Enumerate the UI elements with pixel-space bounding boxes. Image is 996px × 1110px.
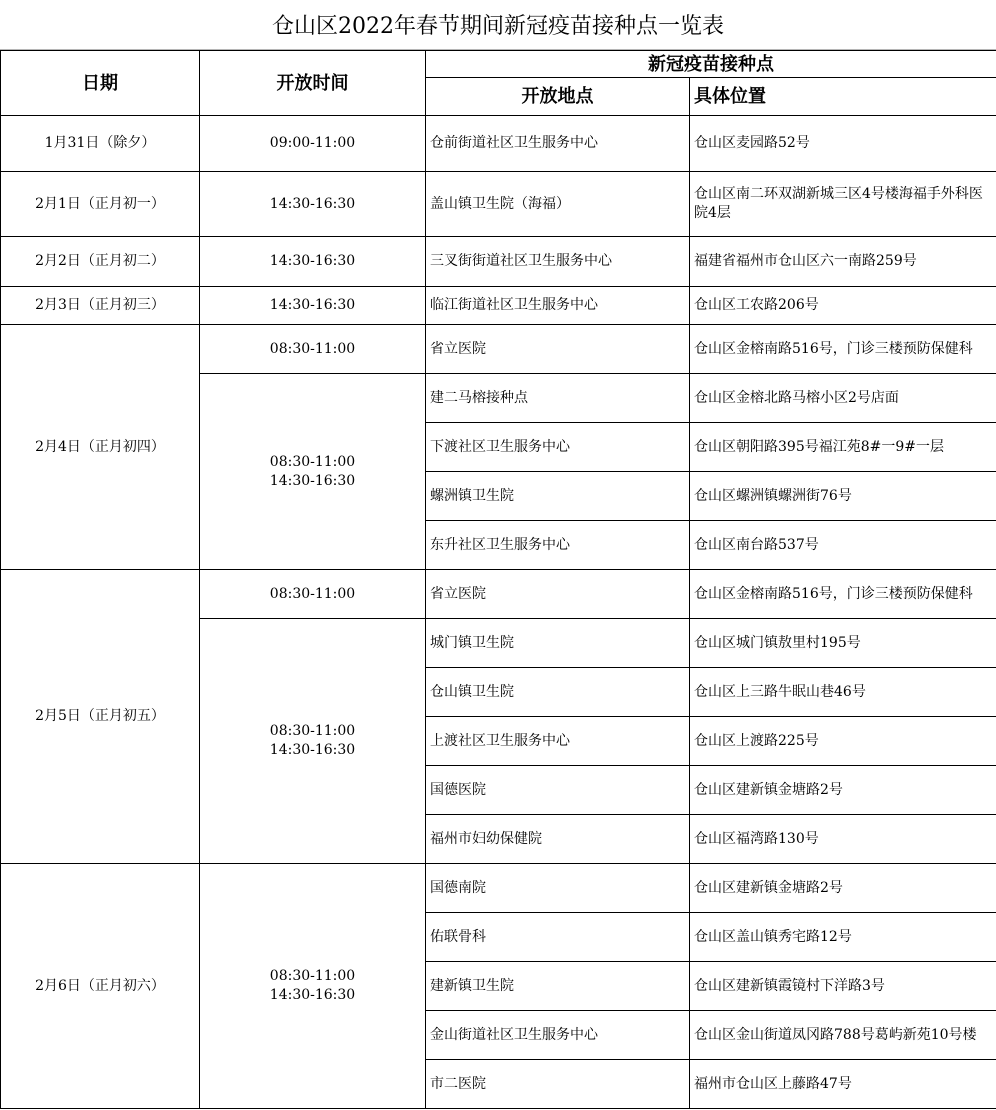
- address-cell: 仓山区工农路206号: [690, 287, 996, 325]
- open-time-cell: [200, 116, 426, 172]
- address-cell: 仓山区南二环双湖新城三区4号楼海福手外科医院4层: [690, 172, 996, 237]
- site-cell: 临江街道社区卫生服务中心: [426, 287, 690, 325]
- site-cell: 福州市妇幼保健院: [426, 815, 690, 864]
- date-cell: 2月2日（正月初二）: [1, 237, 200, 287]
- table-row: [1, 570, 996, 619]
- open-time-range: 14:30-16:30: [269, 987, 356, 1003]
- open-time-range: 08:30-11:00: [269, 340, 356, 357]
- header-date: 日期: [1, 51, 200, 116]
- site-cell: 建二马榕接种点: [426, 374, 690, 423]
- site-cell: 国德南院: [426, 864, 690, 913]
- open-time-cell: [200, 570, 426, 619]
- date-cell: 2月1日（正月初一）: [1, 172, 200, 237]
- site-cell: 省立医院: [426, 570, 690, 619]
- site-cell: 盖山镇卫生院（海福）: [426, 172, 690, 237]
- open-time-cell: [200, 287, 426, 325]
- table-row: [1, 172, 996, 237]
- table-row: [1, 287, 996, 325]
- address-cell: 仓山区朝阳路395号福江苑8#一9#一层: [690, 423, 996, 472]
- address-cell: 仓山区建新镇金塘路2号: [690, 766, 996, 815]
- open-time-cell: [200, 619, 426, 864]
- address-cell: 仓山区城门镇敖里村195号: [690, 619, 996, 668]
- site-cell: 螺洲镇卫生院: [426, 472, 690, 521]
- date-cell: 1月31日（除夕）: [1, 116, 200, 172]
- address-cell: 仓山区麦园路52号: [690, 116, 996, 172]
- address-cell: 仓山区金榕南路516号，门诊三楼预防保健科: [690, 325, 996, 374]
- site-cell: 仓前街道社区卫生服务中心: [426, 116, 690, 172]
- open-time-range: 14:30-16:30: [269, 472, 356, 489]
- address-cell: 仓山区建新镇金塘路2号: [690, 864, 996, 913]
- site-cell: 佑联骨科: [426, 913, 690, 962]
- site-cell: 三叉街街道社区卫生服务中心: [426, 237, 690, 287]
- date-cell: 2月5日（正月初五）: [1, 570, 200, 864]
- address-cell: 仓山区盖山镇秀宅路12号: [690, 913, 996, 962]
- site-cell: 下渡社区卫生服务中心: [426, 423, 690, 472]
- open-time-cell: [200, 864, 426, 1109]
- address-cell: 仓山区金榕北路马榕小区2号店面: [690, 374, 996, 423]
- open-time-range: 14:30-16:30: [269, 297, 356, 313]
- site-cell: 金山街道社区卫生服务中心: [426, 1011, 690, 1060]
- header-site: 开放地点: [426, 78, 690, 116]
- address-cell: 仓山区南台路537号: [690, 521, 996, 570]
- site-cell: 城门镇卫生院: [426, 619, 690, 668]
- address-cell: 仓山区螺洲镇螺洲街76号: [690, 472, 996, 521]
- address-cell: 仓山区福湾路130号: [690, 815, 996, 864]
- open-time-range: 14:30-16:30: [269, 195, 356, 212]
- schedule-body: [1, 116, 996, 1109]
- address-cell: 福建省福州市仓山区六一南路259号: [690, 237, 996, 287]
- table-row: [1, 116, 996, 172]
- header-vaccination-sites-group: 新冠疫苗接种点: [426, 51, 996, 78]
- open-time-range: 08:30-11:00: [269, 453, 356, 470]
- open-time-range: 08:30-11:00: [269, 968, 356, 984]
- open-time-range: 08:30-11:00: [269, 585, 356, 602]
- page-title: 仓山区2022年春节期间新冠疫苗接种点一览表: [0, 0, 996, 50]
- date-cell: 2月6日（正月初六）: [1, 864, 200, 1109]
- open-time-range: 08:30-11:00: [269, 723, 356, 739]
- header-open-time: 开放时间: [200, 51, 426, 116]
- date-cell: 2月3日（正月初三）: [1, 287, 200, 325]
- site-cell: 国德医院: [426, 766, 690, 815]
- vaccination-schedule-table: [0, 50, 996, 1109]
- address-cell: 仓山区上渡路225号: [690, 717, 996, 766]
- open-time-range: 14:30-16:30: [269, 742, 356, 758]
- open-time-cell: [200, 172, 426, 237]
- address-cell: 仓山区金榕南路516号，门诊三楼预防保健科: [690, 570, 996, 619]
- open-time-cell: [200, 325, 426, 374]
- site-cell: 上渡社区卫生服务中心: [426, 717, 690, 766]
- site-cell: 东升社区卫生服务中心: [426, 521, 690, 570]
- site-cell: 省立医院: [426, 325, 690, 374]
- address-cell: 仓山区上三路牛眠山巷46号: [690, 668, 996, 717]
- open-time-range: 09:00-11:00: [269, 135, 356, 151]
- site-cell: 市二医院: [426, 1060, 690, 1109]
- open-time-range: 14:30-16:30: [269, 253, 356, 269]
- table-row: [1, 237, 996, 287]
- open-time-cell: [200, 237, 426, 287]
- address-cell: 仓山区建新镇霞镜村下洋路3号: [690, 962, 996, 1011]
- open-time-cell: [200, 374, 426, 570]
- table-row: [1, 325, 996, 374]
- table-row: [1, 864, 996, 913]
- address-cell: 仓山区金山街道凤冈路788号葛屿新苑10号楼: [690, 1011, 996, 1060]
- date-cell: 2月4日（正月初四）: [1, 325, 200, 570]
- site-cell: 仓山镇卫生院: [426, 668, 690, 717]
- address-cell: 福州市仓山区上藤路47号: [690, 1060, 996, 1109]
- site-cell: 建新镇卫生院: [426, 962, 690, 1011]
- header-address: 具体位置: [690, 78, 996, 116]
